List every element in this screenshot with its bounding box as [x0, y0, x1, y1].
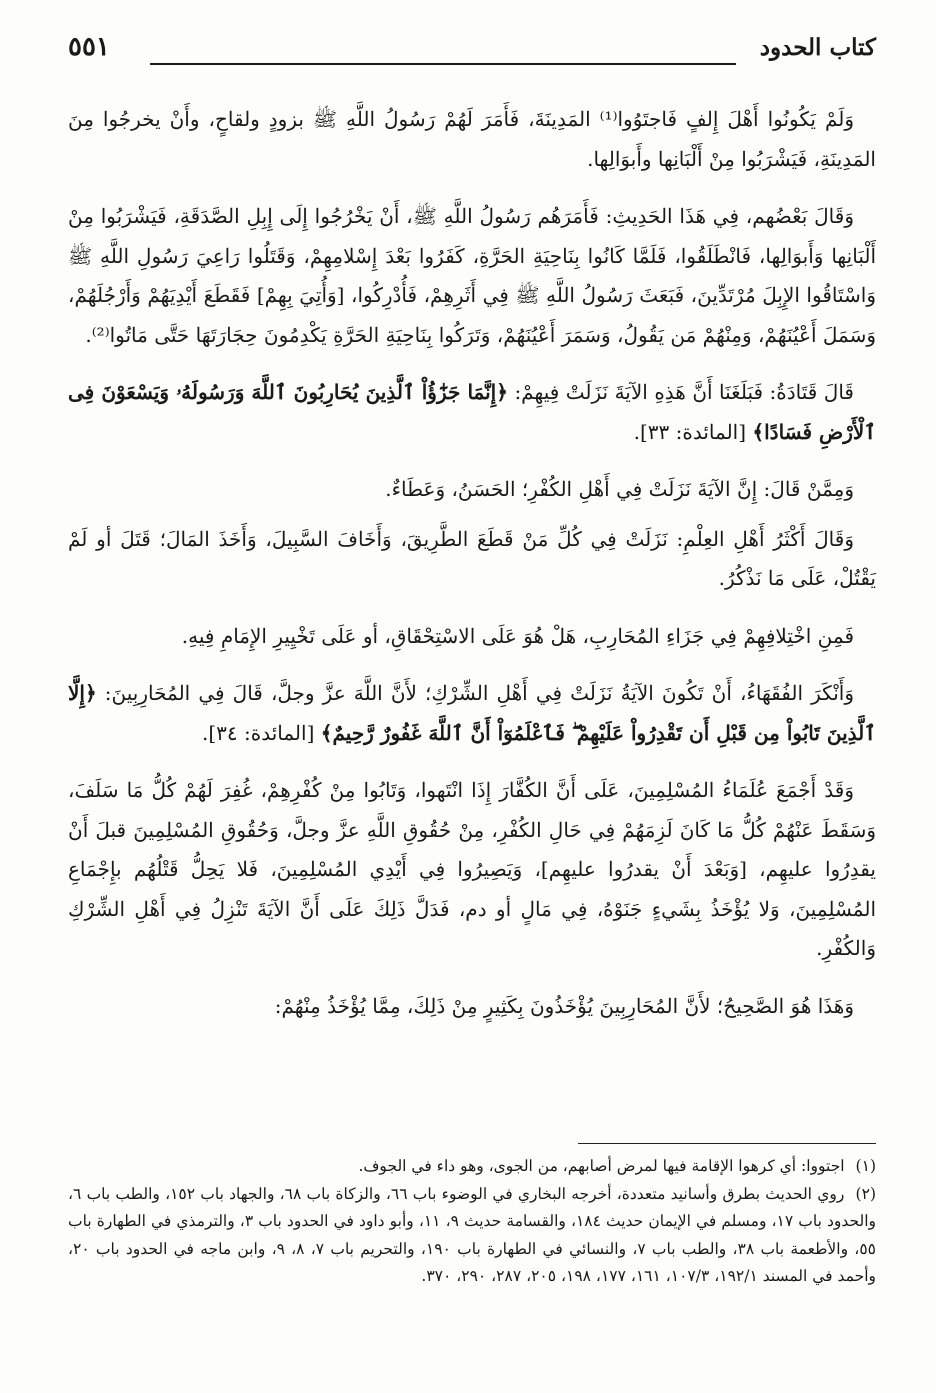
- footnote-text: اجتووا: أي كرهوا الإقامة فيها لمرض أصابهم، من الجوى، وهو داء في الجوف.: [358, 1157, 845, 1175]
- paragraph: وَقَدْ أَجْمَعَ عُلَمَاءُ المُسْلِمِينَ، عَلَى أَنَّ الكُفَّارَ إِذَا انْتَهوا، وَتَابُوا مِنْ كُفْرِهِمْ، غُفِرَ لَهُمْ كُلُّ مَا سَلَفَ، وَسَقَطَ عَنْهُمْ كُلُّ مَا كَانَ لَزِمَهُمْ فِي حَالِ الكُفْرِ، مِنْ حُقُوقِ اللَّهِ عزَّ وجلَّ، وَحُقُوقِ المُسْلِمِينَ قبلَ أَنْ يقدِرُوا عليهِم، [وَبَعْدَ أَنْ يقدرُوا عليهِم]، وَيَصِيرُوا فِي أَيْدِي المُسْلِمِينَ، فَلا يَحِلُّ قَتْلُهُم بإِجْمَاعِ المُسْلِمِينَ، وَلا يُؤْخَذُ بِشَيءٍ جَنَوْهُ، فِي مَالٍ أو دم، فَدَلَّ ذَلِكَ عَلَى أَنَّ الآيَةَ تَنْزِلُ فِي أَهْلِ الشِّرْكِ وَالكُفْرِ.: [68, 778, 876, 960]
- footnote-number: (١): [855, 1157, 876, 1175]
- header-rule: [150, 63, 736, 65]
- main-text: [68, 100, 876, 1044]
- footnote: [68, 1181, 876, 1291]
- qatada-paragraph: [68, 373, 876, 452]
- paragraph: فَمِنِ اخْتِلافِهِمْ فِي جَزَاءِ المُحَارِبِ، هَلْ هُوَ عَلَى الاسْتِحْقَاقِ، أو عَلَى تَخْيِيرِ الإِمَامِ فِيهِ.: [181, 623, 854, 648]
- fuqaha-intro: وَأَنْكَرَ الفُقَهَاءُ، أَنْ تَكُونَ الآيَةُ نَزَلَتْ فِي أَهْلِ الشِّرْكِ؛ لأَنَّ اللَّهَ عزَّ وجلَّ، قَالَ فِي المُحَارِبِينَ:: [104, 681, 855, 705]
- page-header: [68, 30, 876, 70]
- footnote-number: (٢): [855, 1184, 876, 1203]
- qatada-intro: قَالَ قَتَادَةُ: فَبَلَغَنَا أَنَّ هَذِهِ الآيَةَ نَزَلَتْ فِيهِمْ:: [514, 380, 854, 404]
- footnote-text: روي الحديث بطرق وأسانيد متعددة، أخرجه البخاري في الوضوء باب ٦٦، والزكاة باب ٦٨، والجهاد باب ١٥٢، والطب باب ٦، والحدود باب ١٧، ومسلم في الإيمان حديث ١٨٤، والقسامة حديث ٩، ١١، وأبو داود في الحدود باب ٣، والترمذي في الطهارة باب ٥٥، والأطعمة باب ٣٨، والطب باب ٧، والنسائي في الطهارة باب ١٩٠، والتحريم باب ٧، ٨، ٩، وابن ماجه في الحدود باب ٢٠، وأحمد في المسند ١٩٢/١، ١٠٧/٣، ١٦١، ١٧٧، ١٩٨، ٢٠٥، ٢٨٧، ٢٩٠، ٣٧٠.: [68, 1184, 877, 1285]
- quran-verse: ﴿إِلَّا ٱلَّذِينَ تَابُواْ مِن قَبْلِ أَن تَقْدِرُواْ عَلَيْهِمْ ۖ فَٱعْلَمُوٓاْ أَنَّ ٱللَّهَ غَفُورٌ رَّحِيمٌ﴾: [68, 681, 876, 745]
- quran-verse: ﴿إِنَّمَا جَزَٰٓؤُاْ ٱلَّذِينَ يُحَارِبُونَ ٱللَّهَ وَرَسُولَهُۥ وَيَسْعَوْنَ فِى ٱلْأَرْضِ فَسَادًا﴾: [68, 380, 876, 444]
- page-number: ٥٥١: [68, 32, 110, 62]
- paragraph: وَمِمَّنْ قَالَ: إِنَّ الآيَةَ نَزَلَتْ فِي أَهْلِ الكُفْرِ؛ الحَسَنُ، وَعَطَاءٌ.: [385, 477, 854, 501]
- running-title: كتاب الحدود: [759, 34, 876, 61]
- footnotes: [68, 1153, 876, 1291]
- footnote: [68, 1153, 876, 1181]
- paragraph: وَلَمْ يَكُونُوا أَهْلَ إِلفٍ فَاجتَوُوا⁽¹⁾ المَدِينَةَ، فَأَمَرَ لَهُمْ رَسُولُ اللَّهِ ﷺ بزودٍ ولقاحٍ، وأَنْ يخرجُوا مِنَ المَدِينَةِ، فَيَشْرَبُوا مِنْ أَلْبَانِها وأَبوَالِها.: [68, 107, 876, 171]
- fuqaha-paragraph: [68, 674, 876, 753]
- verse-reference: [المائدة: ٣٤].: [201, 720, 315, 745]
- paragraph: وَقَالَ بَعْضُهم، فِي هَذَا الحَدِيثِ: فَأَمَرَهُم رَسُولُ اللَّهِ ﷺ، أَنْ يَخْرُجُوا إِلَى إِبِلِ الصَّدَقَةِ، فَيَشْرَبُوا مِنْ أَلْبَانِها وَأَبوَالِها، فَانْطَلَقُوا، فَلَمَّا كَانُوا بِنَاحِيَةِ الحَرَّةِ، كَفَرُوا بَعْدَ إِسْلامِهِمْ، وَقَتَلُوا رَاعِيَ رَسُولِ اللَّهِ ﷺ وَاسْتَاقُوا الإِبِلَ مُرْتَدِّينَ، فَبَعَثَ رَسُولُ اللَّهِ ﷺ فِي أَثَرِهِمْ، فَأُدْرِكُوا، [وَأُتِيَ بِهِمْ] فَقَطَعَ أَيْدِيَهُمْ وَأَرْجُلَهُمْ، وَسَمَلَ أَعْيُنَهُمْ، وَمِنْهُمْ مَن يَقُولُ، وَسَمَرَ أَعْيُنَهُمْ، وَتَرَكُوا بِنَاحِيَةِ الحَرَّةِ يَكْدِمُونَ حِجَارَتَهَا حَتَّى مَاتُوا⁽²⁾.: [68, 204, 876, 347]
- paragraph: وَهَذَا هُوَ الصَّحِيحُ؛ لأَنَّ المُحَارِبِينَ يُؤْخَذُونَ بِكَثِيرٍ مِنْ ذَلِكَ، مِمَّا يُؤْخَذُ مِنْهُمْ:: [274, 993, 854, 1018]
- footnote-rule: [578, 1143, 876, 1144]
- paragraph: وَقَالَ أَكْثَرُ أَهْلِ العِلْمِ: نَزَلَتْ فِي كُلِّ مَنْ قَطَعَ الطَّرِيقَ، وَأَخَافَ السَّبِيلَ، وَأَخَذَ المَالَ؛ قَتَلَ أو لَمْ يَقْتُلْ، عَلَى مَا نَذْكُرُ.: [68, 526, 876, 590]
- verse-reference: [المائدة: ٣٣].: [633, 419, 747, 444]
